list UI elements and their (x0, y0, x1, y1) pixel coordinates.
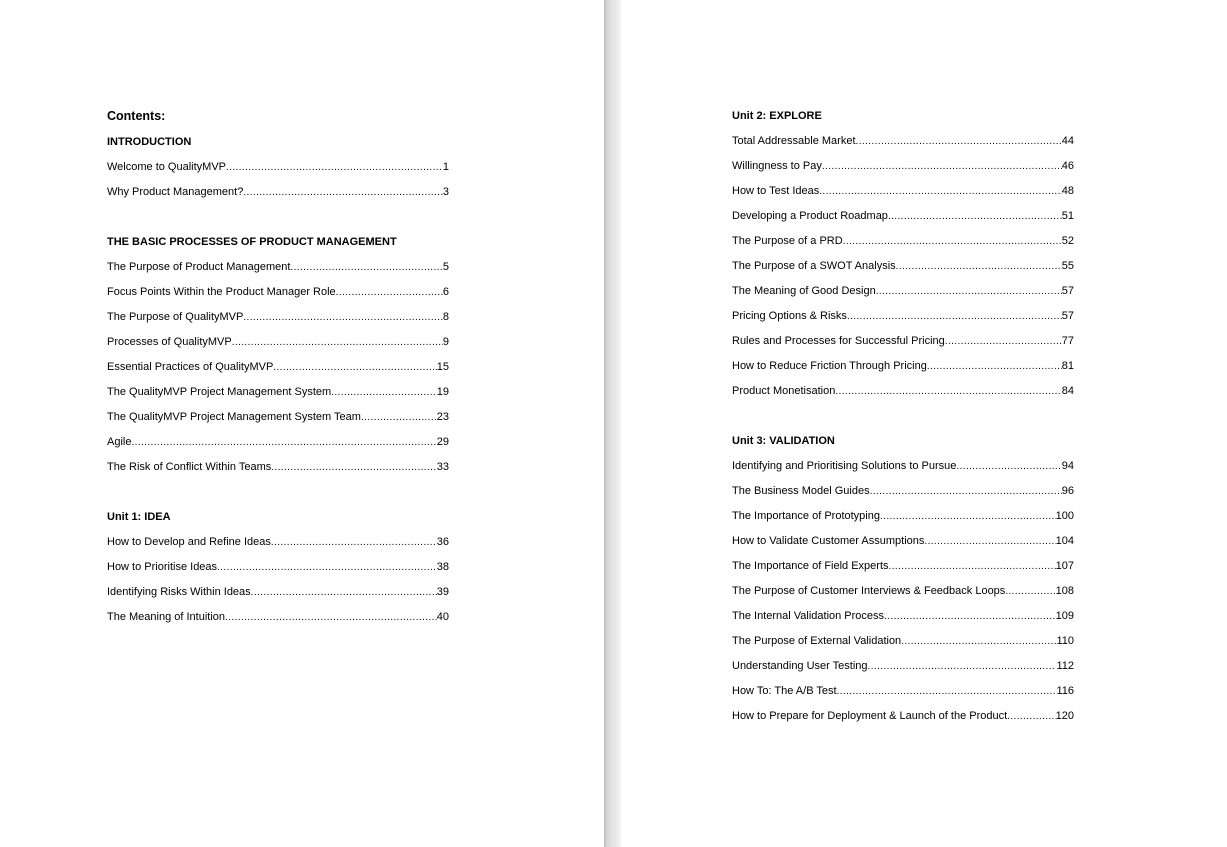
toc-entry[interactable] (732, 484, 1074, 499)
toc-entry-title: The Purpose of Customer Interviews & Feedback Loops (732, 585, 1006, 597)
toc-page-number: 9 (442, 336, 449, 348)
dot-leader (896, 259, 1062, 274)
toc-entry[interactable] (732, 559, 1074, 574)
page-gutter (604, 0, 621, 847)
toc-page-number: 109 (1055, 610, 1074, 622)
dot-leader (835, 384, 1061, 399)
dot-leader (226, 160, 443, 175)
dot-leader (889, 559, 1056, 574)
dot-leader (847, 309, 1062, 324)
dot-leader (819, 184, 1062, 199)
toc-entry[interactable] (107, 460, 449, 475)
toc-entry-title: Identifying and Prioritising Solutions to Pursue (732, 460, 957, 472)
toc-entry[interactable] (732, 259, 1074, 274)
section-spacer (732, 409, 1074, 434)
dot-leader (131, 435, 436, 450)
toc-page-number: 33 (436, 461, 449, 473)
toc-page-number: 55 (1061, 260, 1074, 272)
dot-leader (924, 534, 1055, 549)
toc-page-number: 108 (1055, 585, 1074, 597)
dot-leader (927, 359, 1062, 374)
toc-page-number: 57 (1061, 285, 1074, 297)
dot-leader (843, 234, 1062, 249)
dot-leader (837, 684, 1057, 699)
dot-leader (331, 385, 437, 400)
toc-page-number: 52 (1061, 235, 1074, 247)
contents-title: Contents: (107, 109, 166, 123)
toc-page-number: 116 (1056, 685, 1074, 697)
toc-page-number: 77 (1061, 335, 1074, 347)
toc-page-number: 3 (442, 186, 449, 198)
toc-page-number: 57 (1061, 310, 1074, 322)
toc-entry-title: Agile (107, 436, 132, 448)
dot-leader (273, 360, 436, 375)
toc-entry[interactable] (107, 285, 449, 300)
toc-entry-title: The Business Model Guides (732, 485, 870, 497)
toc-entry[interactable] (107, 610, 449, 625)
dot-leader (217, 560, 437, 575)
dot-leader (856, 134, 1062, 149)
dot-leader (1007, 709, 1055, 724)
dot-leader (271, 535, 437, 550)
toc-entry[interactable] (732, 684, 1074, 699)
section-heading: Unit 1: IDEA (107, 511, 171, 523)
toc-page-number: 81 (1061, 360, 1074, 372)
dot-leader (232, 335, 443, 350)
toc-entry[interactable] (732, 459, 1074, 474)
toc-entry[interactable] (732, 134, 1074, 149)
toc-entry[interactable] (732, 659, 1074, 674)
toc-entry[interactable] (107, 585, 449, 600)
dot-leader (870, 484, 1062, 499)
toc-page-number: 94 (1061, 460, 1074, 472)
dot-leader (956, 459, 1061, 474)
dot-leader (945, 334, 1062, 349)
toc-entry[interactable] (107, 560, 449, 575)
toc-page-number: 36 (436, 536, 449, 548)
toc-page-number: 1 (442, 161, 449, 173)
toc-entry[interactable] (732, 184, 1074, 199)
dot-leader (225, 610, 437, 625)
toc-entry-title: How to Prepare for Deployment & Launch of the Product (732, 710, 1008, 722)
toc-page-number: 48 (1061, 185, 1074, 197)
toc-entry-title: The Risk of Conflict Within Teams (107, 461, 272, 473)
toc-entry-title: Willingness to Pay (732, 160, 822, 172)
toc-entry-title: Identifying Risks Within Ideas (107, 586, 251, 598)
dot-leader (888, 209, 1062, 224)
toc-entry-title: The Purpose of External Validation (732, 635, 902, 647)
toc-page-number: 110 (1056, 635, 1074, 647)
dot-leader (876, 284, 1062, 299)
toc-entry-title: The Purpose of Product Management (107, 261, 291, 273)
toc-entry-title: The Importance of Field Experts (732, 560, 889, 572)
left-page (0, 0, 604, 847)
toc-entry[interactable] (732, 384, 1074, 399)
toc-entry[interactable] (107, 435, 449, 450)
toc-entry-title: Total Addressable Market (732, 135, 856, 147)
dot-leader (243, 310, 443, 325)
dot-leader (243, 185, 443, 200)
dot-leader (336, 285, 443, 300)
toc-entry-title: Understanding User Testing (732, 660, 868, 672)
toc-page-number: 120 (1055, 710, 1074, 722)
toc-page-number: 5 (442, 261, 449, 273)
toc-entry-title: Developing a Product Roadmap (732, 210, 888, 222)
toc-entry[interactable] (732, 509, 1074, 524)
toc-entry-title: How to Reduce Friction Through Pricing (732, 360, 927, 372)
toc-entry-title: The Meaning of Good Design (732, 285, 876, 297)
toc-page-number: 104 (1055, 535, 1074, 547)
toc-entry-title: Focus Points Within the Product Manager Role (107, 286, 336, 298)
toc-page-number: 40 (436, 611, 449, 623)
toc-page-number: 38 (436, 561, 449, 573)
toc-page-number: 15 (436, 361, 449, 373)
toc-entry[interactable] (107, 185, 449, 200)
toc-entry-title: Processes of QualityMVP (107, 336, 232, 348)
toc-entry[interactable] (732, 634, 1074, 649)
toc-page-number: 84 (1061, 385, 1074, 397)
toc-entry-title: How to Validate Customer Assumptions (732, 535, 925, 547)
toc-entry[interactable] (732, 534, 1074, 549)
toc-entry-title: The QualityMVP Project Management System Team (107, 411, 361, 423)
dot-leader (884, 609, 1056, 624)
toc-entry-title: How to Prioritise Ideas (107, 561, 218, 573)
table-of-contents-right (732, 109, 1074, 734)
dot-leader (880, 509, 1056, 524)
toc-entry[interactable] (732, 584, 1074, 599)
dot-leader (901, 634, 1056, 649)
toc-entry[interactable] (732, 284, 1074, 299)
toc-entry-title: Essential Practices of QualityMVP (107, 361, 274, 373)
toc-page-number: 46 (1061, 160, 1074, 172)
toc-page-number: 112 (1056, 660, 1074, 672)
toc-page-number: 23 (436, 411, 449, 423)
toc-entry[interactable] (732, 609, 1074, 624)
section-heading: THE BASIC PROCESSES OF PRODUCT MANAGEMENT (107, 236, 397, 248)
toc-entry[interactable] (732, 359, 1074, 374)
table-of-contents-left (107, 109, 449, 635)
section-heading: Unit 3: VALIDATION (732, 435, 835, 447)
right-page (621, 0, 1227, 847)
toc-page-number: 51 (1061, 210, 1074, 222)
toc-entry-title: How To: The A/B Test (732, 685, 837, 697)
toc-entry-title: The Meaning of Intuition (107, 611, 226, 623)
toc-entry[interactable] (107, 410, 449, 425)
section-heading: Unit 2: EXPLORE (732, 110, 822, 122)
toc-page-number: 39 (436, 586, 449, 598)
toc-entry[interactable] (732, 334, 1074, 349)
toc-entry-title: The QualityMVP Project Management System (107, 386, 332, 398)
dot-leader (868, 659, 1057, 674)
toc-entry-title: The Purpose of a PRD (732, 235, 843, 247)
toc-entry-title: How to Test Ideas (732, 185, 820, 197)
dot-leader (1005, 584, 1055, 599)
toc-page-number: 19 (436, 386, 449, 398)
toc-entry[interactable] (107, 335, 449, 350)
toc-entry[interactable] (732, 309, 1074, 324)
toc-entry[interactable] (107, 360, 449, 375)
toc-entry-title: Welcome to QualityMVP (107, 161, 227, 173)
dot-leader (361, 410, 437, 425)
toc-page-number: 8 (442, 311, 449, 323)
dot-leader (251, 585, 437, 600)
toc-entry[interactable] (107, 160, 449, 175)
toc-page-number: 100 (1055, 510, 1074, 522)
toc-entry-title: The Purpose of QualityMVP (107, 311, 244, 323)
section-spacer (107, 485, 449, 510)
toc-entry[interactable] (107, 385, 449, 400)
dot-leader (822, 159, 1062, 174)
toc-entry-title: Pricing Options & Risks (732, 310, 847, 322)
toc-entry-title: The Importance of Prototyping (732, 510, 880, 522)
dot-leader (290, 260, 442, 275)
toc-page-number: 44 (1061, 135, 1074, 147)
toc-entry[interactable] (732, 209, 1074, 224)
toc-page-number: 6 (442, 286, 449, 298)
toc-page-number: 29 (436, 436, 449, 448)
toc-entry[interactable] (732, 709, 1074, 724)
dot-leader (271, 460, 437, 475)
toc-entry-title: Product Monetisation (732, 385, 836, 397)
toc-entry-title: The Internal Validation Process (732, 610, 885, 622)
toc-entry-title: Why Product Management? (107, 186, 244, 198)
toc-entry-title: The Purpose of a SWOT Analysis (732, 260, 896, 272)
toc-page-number: 107 (1055, 560, 1074, 572)
toc-page-number: 96 (1061, 485, 1074, 497)
toc-entry[interactable] (732, 234, 1074, 249)
section-spacer (107, 210, 449, 235)
toc-entry[interactable] (107, 310, 449, 325)
section-heading: INTRODUCTION (107, 136, 192, 148)
toc-entry[interactable] (107, 260, 449, 275)
toc-entry-title: How to Develop and Refine Ideas (107, 536, 271, 548)
toc-entry-title: Rules and Processes for Successful Pricing (732, 335, 945, 347)
toc-entry[interactable] (107, 535, 449, 550)
toc-entry[interactable] (732, 159, 1074, 174)
